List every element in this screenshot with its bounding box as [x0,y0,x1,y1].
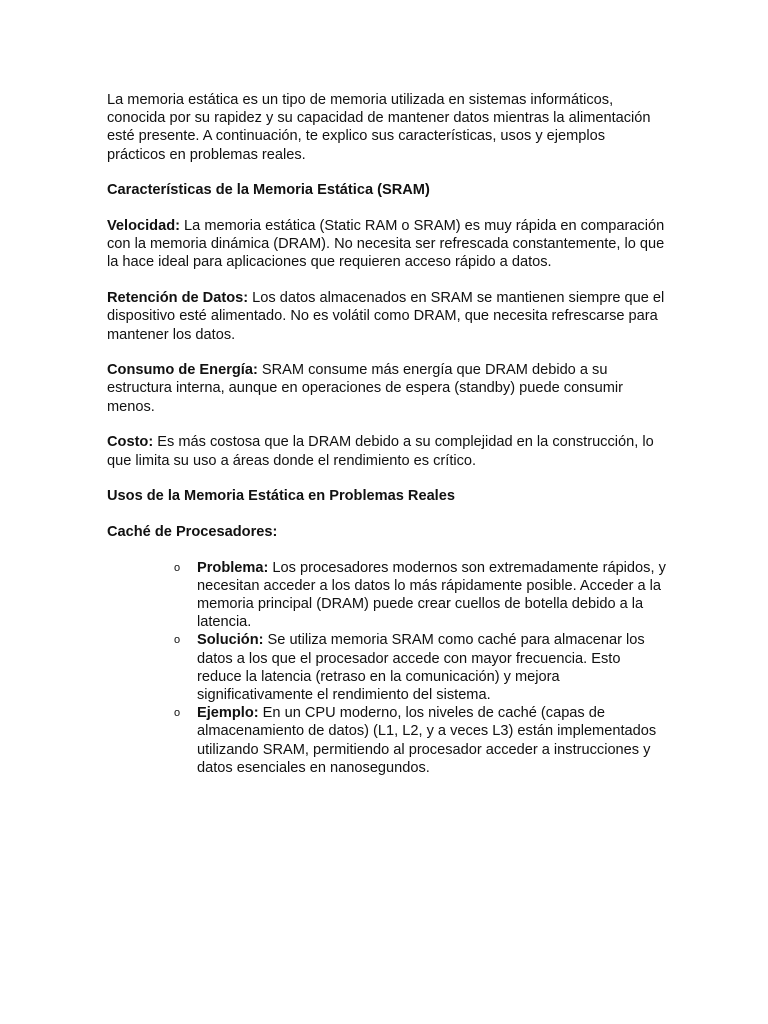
intro-paragraph: La memoria estática es un tipo de memoria utilizada en sistemas informáticos, conocida por su rapidez y su capacidad de mantener datos mientras la alimentación esté presente. A continuación, te explico sus características, usos y ejemplos prácticos en problemas reales. [107,92,651,163]
characteristic-speed [107,217,667,272]
bullet-text: En un CPU moderno, los niveles de caché (capas de almacenamiento de datos) (L1, L2, y a veces L3) están implementados utilizando SRAM, permitiendo al procesador acceder a instrucciones y datos esenciales en nanosegundos. [197,705,657,776]
bullet-label: Problema: [197,559,269,576]
characteristic-cost [107,433,667,469]
subheading-processor-cache: Caché de Procesadores: [107,523,278,540]
list-item-problem [174,559,667,632]
bullet-label: Solución: [197,632,264,649]
characteristic-text: SRAM consume más energía que DRAM debido a su estructura interna, aunque en operaciones de espera (standby) puede consumir menos. [107,362,623,415]
characteristic-label: Retención de Datos: [107,290,249,307]
bullet-circle-icon: o [174,561,181,574]
list-item-example [174,704,667,777]
characteristic-label: Velocidad: [107,218,180,235]
characteristic-energy-consumption [107,361,667,416]
bullet-label: Ejemplo: [197,705,259,722]
bullet-circle-icon: o [174,707,181,720]
characteristic-label: Costo: [107,434,154,451]
section-heading-uses: Usos de la Memoria Estática en Problemas Reales [107,488,455,505]
bullet-circle-icon: o [174,634,181,647]
document-page [107,91,667,777]
cache-bullet-list [174,559,667,777]
list-item-solution [174,631,667,704]
characteristic-label: Consumo de Energía: [107,362,258,379]
characteristic-text: Los datos almacenados en SRAM se mantienen siempre que el dispositivo esté alimentado. No es volátil como DRAM, que necesita refrescarse para mantener los datos. [107,290,665,343]
bullet-text: Los procesadores modernos son extremadamente rápidos, y necesitan acceder a los datos lo más rápidamente posible. Acceder a la memoria principal (DRAM) puede crear cuellos de botella debido a la latencia. [197,559,666,631]
characteristic-data-retention [107,289,667,344]
section-heading-characteristics: Características de la Memoria Estática (SRAM) [107,182,430,199]
characteristic-text: Es más costosa que la DRAM debido a su complejidad en la construcción, lo que limita su uso a áreas donde el rendimiento es crítico. [107,434,654,469]
bullet-text: Se utiliza memoria SRAM como caché para almacenar los datos a los que el procesador accede con mayor frecuencia. Esto reduce la latencia (retraso en la comunicación) y mejora significativamente el rendimiento del sistema. [197,632,645,704]
characteristic-text: La memoria estática (Static RAM o SRAM) es muy rápida en comparación con la memoria dinámica (DRAM). No necesita ser refrescada constantemente, lo que la hace ideal para aplicaciones que requieren acceso rápido a datos. [107,218,665,271]
